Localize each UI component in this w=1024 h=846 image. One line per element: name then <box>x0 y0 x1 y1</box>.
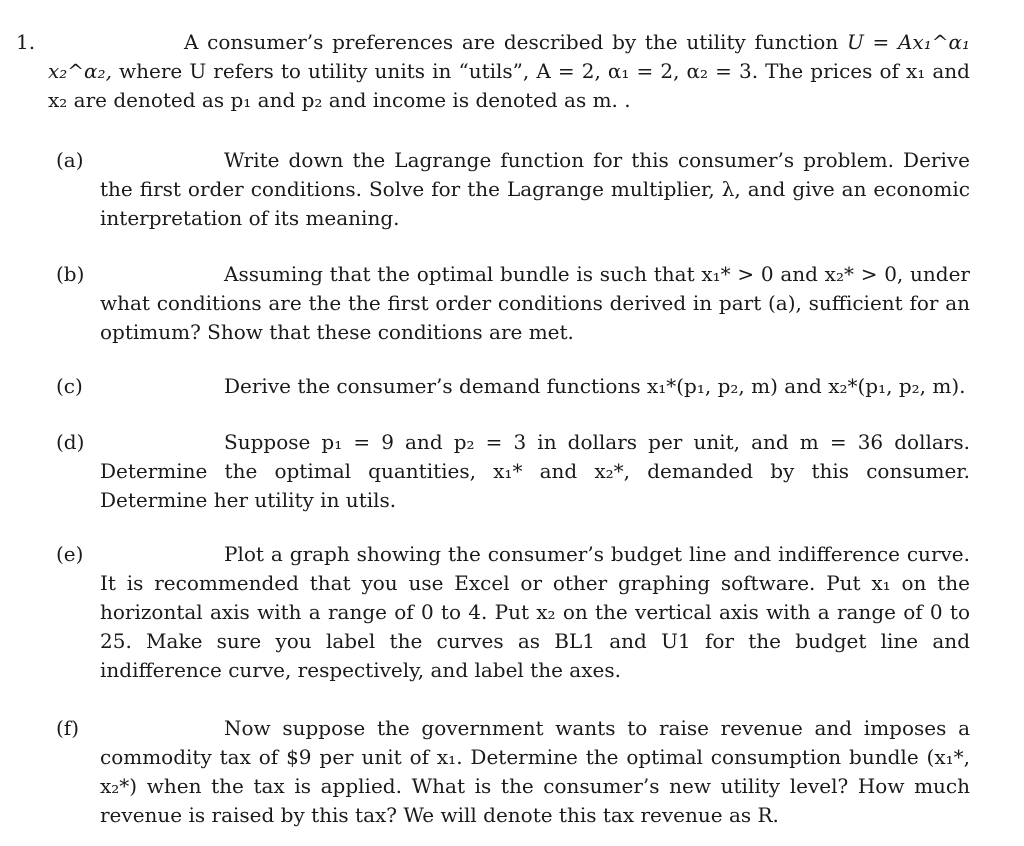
part-d <box>56 428 970 515</box>
intro-text-a: A consumer’s preferences are described by the utility function <box>184 30 847 54</box>
part-a-text: Write down the Lagrange function for this consumer’s problem. Derive the first order conditions. Solve for the Lagrange multiplier, λ, and give an economic interpretation of its meaning. <box>100 148 970 230</box>
part-f-text: Now suppose the government wants to raise revenue and imposes a commodity tax of $9 per unit of x₁. Determine the optimal consumption bundle (x₁*, x₂*) when the tax is applied. What is the consumer’s new utility level? How much revenue is raised by this tax? We will denote this tax revenue as R. <box>100 716 970 827</box>
part-c <box>56 372 970 401</box>
part-f-label: (f) <box>56 716 80 740</box>
part-e-text: Plot a graph showing the consumer’s budget line and indifference curve. It is recommended that you use Excel or other graphing software. Put x₁ on the horizontal axis with a range of 0 to 4. Put x₂ on the vertical axis with a range of 0 to 25. Make sure you label the curves as BL1 and U1 for the budget line and indifference curve, respectively, and label the axes. <box>100 542 970 682</box>
part-b-text: Assuming that the optimal bundle is such that x₁* > 0 and x₂* > 0, under what conditions are the the first order conditions derived in part (a), sufficient for an optimum? Show that these conditions are met. <box>100 262 970 344</box>
part-d-text: Suppose p₁ = 9 and p₂ = 3 in dollars per unit, and m = 36 dollars. Determine the optimal quantities, x₁* and x₂*, demanded by this consumer. Determine her utility in utils. <box>100 430 970 512</box>
question-number: 1. <box>16 30 36 54</box>
part-e <box>56 540 970 685</box>
part-f <box>56 714 970 830</box>
part-e-label: (e) <box>56 542 84 566</box>
part-b <box>56 260 970 347</box>
part-c-label: (c) <box>56 374 83 398</box>
part-a <box>56 146 970 233</box>
intro-text-b: where U refers to utility units in “utils”, A = 2, α₁ = 2, α₂ = 3. The prices of x₁ and x₂ are denoted as p₁ and p₂ and income is denoted as m. . <box>48 59 970 112</box>
part-d-label: (d) <box>56 430 85 454</box>
part-c-text: Derive the consumer’s demand functions x₁*(p₁, p₂, m) and x₂*(p₁, p₂, m). <box>224 374 966 398</box>
utility-formula: U = Ax₁^α₁ x₂^α₂, <box>48 30 970 83</box>
problem-intro <box>48 28 970 115</box>
part-b-label: (b) <box>56 262 85 286</box>
part-a-label: (a) <box>56 148 84 172</box>
